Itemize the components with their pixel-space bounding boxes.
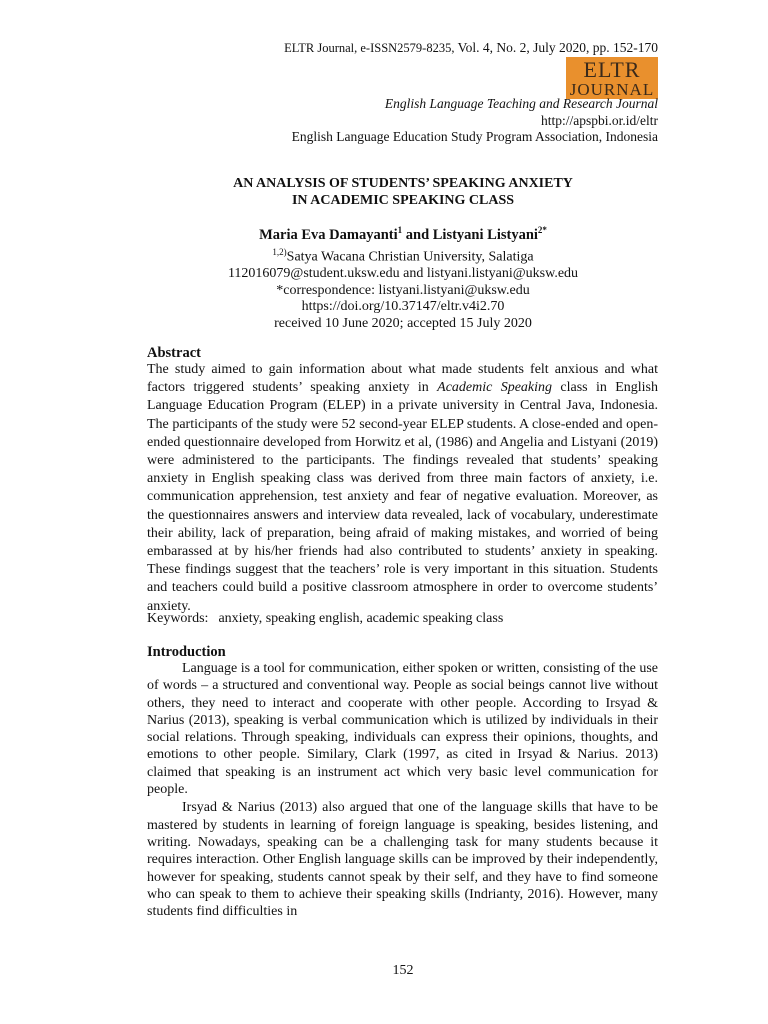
journal-association: English Language Education Study Program Association, Indonesia bbox=[291, 129, 658, 144]
journal-name: English Language Teaching and Research Journal bbox=[384, 96, 658, 111]
keywords-value: anxiety, speaking english, academic speaking class bbox=[218, 611, 504, 626]
keywords-label: Keywords: bbox=[147, 611, 209, 626]
title-line2: IN ACADEMIC SPEAKING CLASS bbox=[291, 193, 515, 208]
submission-dates: received 10 June 2020; accepted 15 July 2020 bbox=[274, 315, 532, 331]
keywords bbox=[147, 611, 503, 627]
title-line1: AN ANALYSIS OF STUDENTS’ SPEAKING ANXIETY bbox=[233, 176, 573, 191]
author-emails: 112016079@student.uksw.edu and listyani.listyani@uksw.edu bbox=[227, 266, 579, 282]
author1-sup: 1 bbox=[397, 225, 403, 235]
eltr-journal-logo bbox=[566, 57, 658, 99]
abstract-heading: Abstract bbox=[147, 345, 201, 361]
abstract-text bbox=[147, 361, 658, 616]
affiliation bbox=[0, 244, 768, 266]
abstract-part1: The study aimed to gain information about what made students felt anxious and what factors triggered students’ speaking anxiety in bbox=[147, 362, 658, 396]
author1-name: Maria Eva Damayanti bbox=[259, 226, 398, 243]
abstract-italic: Academic Speaking bbox=[437, 380, 553, 396]
author2-name: Listyani Listyani bbox=[432, 226, 538, 243]
citation-suffix: Vol. 4, No. 2, July 2020, pp. 152-170 bbox=[454, 40, 658, 55]
author-names bbox=[0, 222, 768, 243]
author2-sup: 2* bbox=[537, 225, 547, 235]
citation-prefix: ELTR Journal, e-ISSN2579-8235, bbox=[284, 41, 455, 55]
author-block bbox=[0, 222, 768, 332]
abstract-part2: class in English Language Education Program (ELEP) in a private university in Central Java, Indonesia. The participants of the study were 52 second-year ELEP students. A close-ended and open-ended questionnaire developed from Horwitz et al, (1986) and Angelia and Listyani (2019) were administered to the participants. The findings revealed that students’ speaking anxiety in English speaking class was derived from three main factors of anxiety, i.e. communication apprehension, test anxiety and fear of negative evaluation. Moreover, as the questionnaires answers and interview data revealed, lack of vocabulary, underestimate their ability, lack of preparation, being afraid of making mistakes, and worried of being embarassed at by his/her friends had also contributed to students’ anxiety in speaking. These findings suggest that the teachers’ role is very important in this situation. Students and teachers could build a positive classroom atmosphere in order to overcome students’ anxiety. bbox=[147, 380, 658, 614]
introduction-body bbox=[147, 660, 658, 920]
affiliation-sup: 1,2) bbox=[272, 247, 287, 258]
paper-title bbox=[0, 175, 768, 209]
doi-link: https://doi.org/10.37147/eltr.v4i2.70 bbox=[301, 299, 505, 315]
intro-paragraph: Language is a tool for communication, either spoken or written, consisting of the use of words – a structured and conventional way. People as social beings cannot live without others, they need to interact and cooperate with other people. According to Irsyad & Narius (2013), speaking is verbal communication which is utilized by individuals in their social relations. Through speaking, individuals can express their opinions, thoughts, and emotions to other people. Similary, Clark (1997, as cited in Irsyad & Narius. 2013) claimed that speaking is an instrument act which very basic level communication for people. bbox=[147, 661, 658, 798]
intro-paragraph: Irsyad & Narius (2013) also argued that one of the language skills that have to be mastered by students in learning of foreign language is speaking, besides listening, and writing. Nowadays, speaking can be a challenging task for many students because it requires interaction. Other English language skills can be improved by their independently, however for speaking, students cannot speak by their self, and they have to find someone who can speak to them to achieve their speaking skills (Indrianty, 2016). However, many students find difficulties in bbox=[147, 800, 658, 920]
affiliation-text: Satya Wacana Christian University, Salatiga bbox=[286, 249, 534, 265]
correspondence: *correspondence: listyani.listyani@uksw.edu bbox=[276, 282, 530, 298]
journal-citation bbox=[284, 40, 658, 56]
journal-url: http://apspbi.or.id/eltr bbox=[541, 113, 658, 128]
logo-line1: ELTR bbox=[583, 57, 641, 82]
page-number: 152 bbox=[392, 963, 414, 978]
introduction-heading: Introduction bbox=[147, 644, 226, 660]
logo-line2: JOURNAL bbox=[569, 80, 655, 99]
author-join: and bbox=[402, 226, 433, 243]
